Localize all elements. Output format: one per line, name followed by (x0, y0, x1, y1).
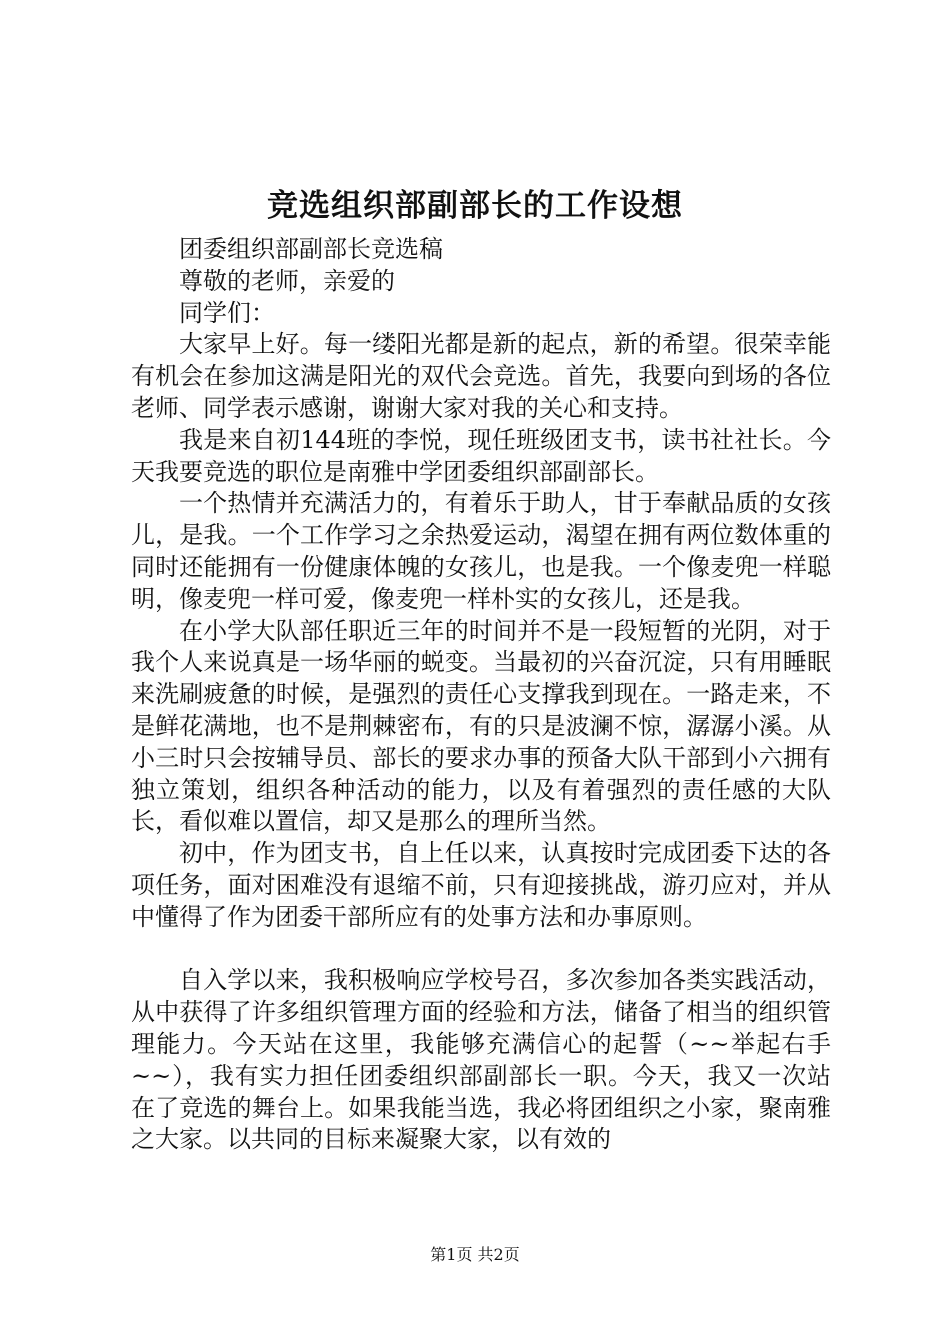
paragraph-salutation-cont: 同学们： (179, 298, 275, 327)
paragraph-junior-high: 初中，作为团支书，自上任以来，认真按时完成团委下达的各项任务，面对困难没有退缩不前，只有迎接挑战，游刃应对，并从中懂得了作为团委干部所应有的处事方法和办事原则。 (131, 839, 831, 931)
paragraph-salutation: 尊敬的老师，亲爱的 (179, 266, 395, 295)
document-title: 竞选组织部副部长的工作设想 (267, 188, 683, 224)
paragraph-spacer (131, 934, 831, 966)
paragraph-commitment: 自入学以来，我积极响应学校号召，多次参加各类实践活动，从中获得了许多组织管理方面的经验和方法，储备了相当的组织管理能力。今天站在这里，我能够充满信心的起誓（~~举起右手~~），我有实力担任团委组织部副部长一职。今天，我又一次站在了竞选的舞台上。如果我能当选，我必将团组织之小家，聚南雅之大家。以共同的目标来凝聚大家，以有效的 (131, 966, 831, 1154)
paragraph-introduction: 我是来自初144班的李悦，现任班级团支书，读书社社长。今天我要竞选的职位是南雅中学团委组织部副部长。 (131, 425, 831, 486)
document-body (131, 234, 831, 1156)
paragraph-subtitle: 团委组织部副部长竞选稿 (179, 235, 443, 263)
paragraph-experience: 在小学大队部任职近三年的时间并不是一段短暂的光阴，对于我个人来说真是一场华丽的蜕变。当最初的兴奋沉淀，只有用睡眠来洗刷疲惫的时候，是强烈的责任心支撑我到现在。一路走来，不是鲜花满地，也不是荆棘密布，有的只是波澜不惊，潺潺小溪。从小三时只会按辅导员、部长的要求办事的预备大队干部到小六拥有独立策划，组织各种活动的能力，以及有着强烈的责任感的大队长，看似难以置信，却又是那么的理所当然。 (131, 616, 831, 836)
page-footer: 第1页 共2页 (430, 1245, 520, 1264)
paragraph-personality: 一个热情并充满活力的，有着乐于助人，甘于奉献品质的女孩儿，是我。一个工作学习之余热爱运动，渴望在拥有两位数体重的同时还能拥有一份健康体魄的女孩儿，也是我。一个像麦兜一样聪明，像麦兜一样可爱，像麦兜一样朴实的女孩儿，还是我。 (131, 489, 831, 613)
paragraph-greeting: 大家早上好。每一缕阳光都是新的起点，新的希望。很荣幸能有机会在参加这满是阳光的双代会竞选。首先，我要向到场的各位老师、同学表示感谢，谢谢大家对我的关心和支持。 (131, 330, 831, 422)
